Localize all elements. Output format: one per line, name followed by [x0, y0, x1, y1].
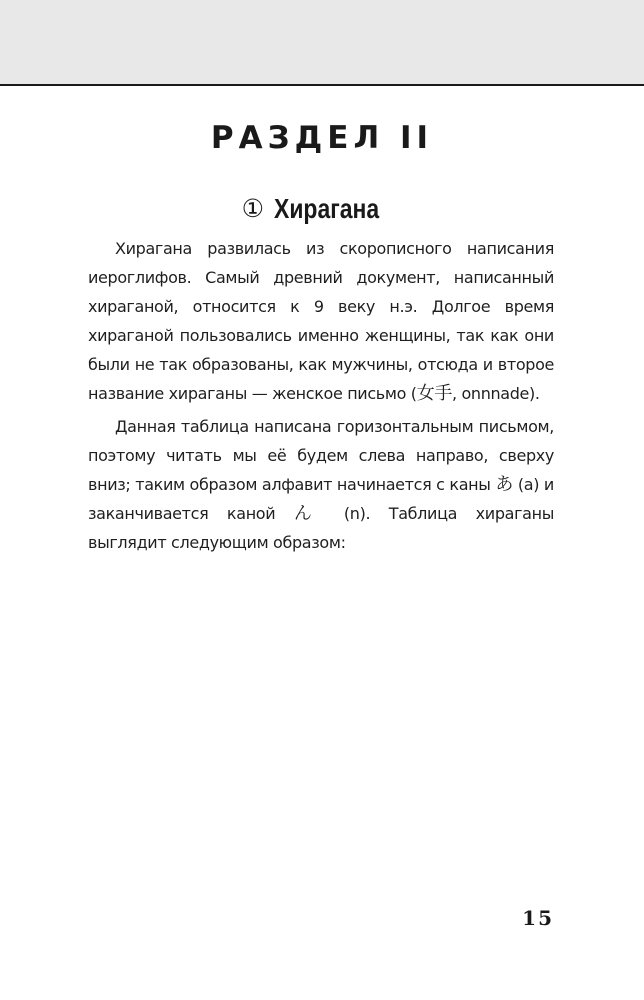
chapter-title: Хирагана [274, 192, 380, 224]
kana-a: あ [495, 474, 514, 495]
kana-n: ん [293, 503, 326, 524]
section-title: РАЗДЕЛ II [210, 120, 434, 156]
chapter-number: ① [241, 193, 265, 223]
chapter-heading [0, 188, 644, 229]
paragraph-1 [88, 234, 554, 408]
paragraph-2-text-middle: (a) и заканчивается каной [88, 475, 554, 523]
paragraph-1-text-start: Хирагана развилась из скорописного написания иероглифов. Самый древний документ, написанный хираганой, относится к 9 веку н.э. Долгое время хираганой пользовались именно женщины, так как они были не так образованы, как мужчины, отсюда и второе название хираганы — женское письмо ( [88, 239, 554, 403]
body-text [88, 234, 554, 561]
page-header-band [0, 0, 644, 86]
paragraph-2-text-start: Данная таблица написана горизонтальным письмом, поэтому читать мы её будем слева направо, сверху вниз; таким образом алфавит начинается с каны [88, 417, 554, 494]
paragraph-1-text-end: , onnnade). [452, 384, 540, 403]
paragraph-2 [88, 412, 554, 557]
kanji-onnade: 女手 [416, 383, 452, 404]
page-number: 15 [522, 906, 554, 930]
paragraph-2-text-end: (n). Таблица хираганы выглядит следующим образом: [88, 504, 554, 552]
